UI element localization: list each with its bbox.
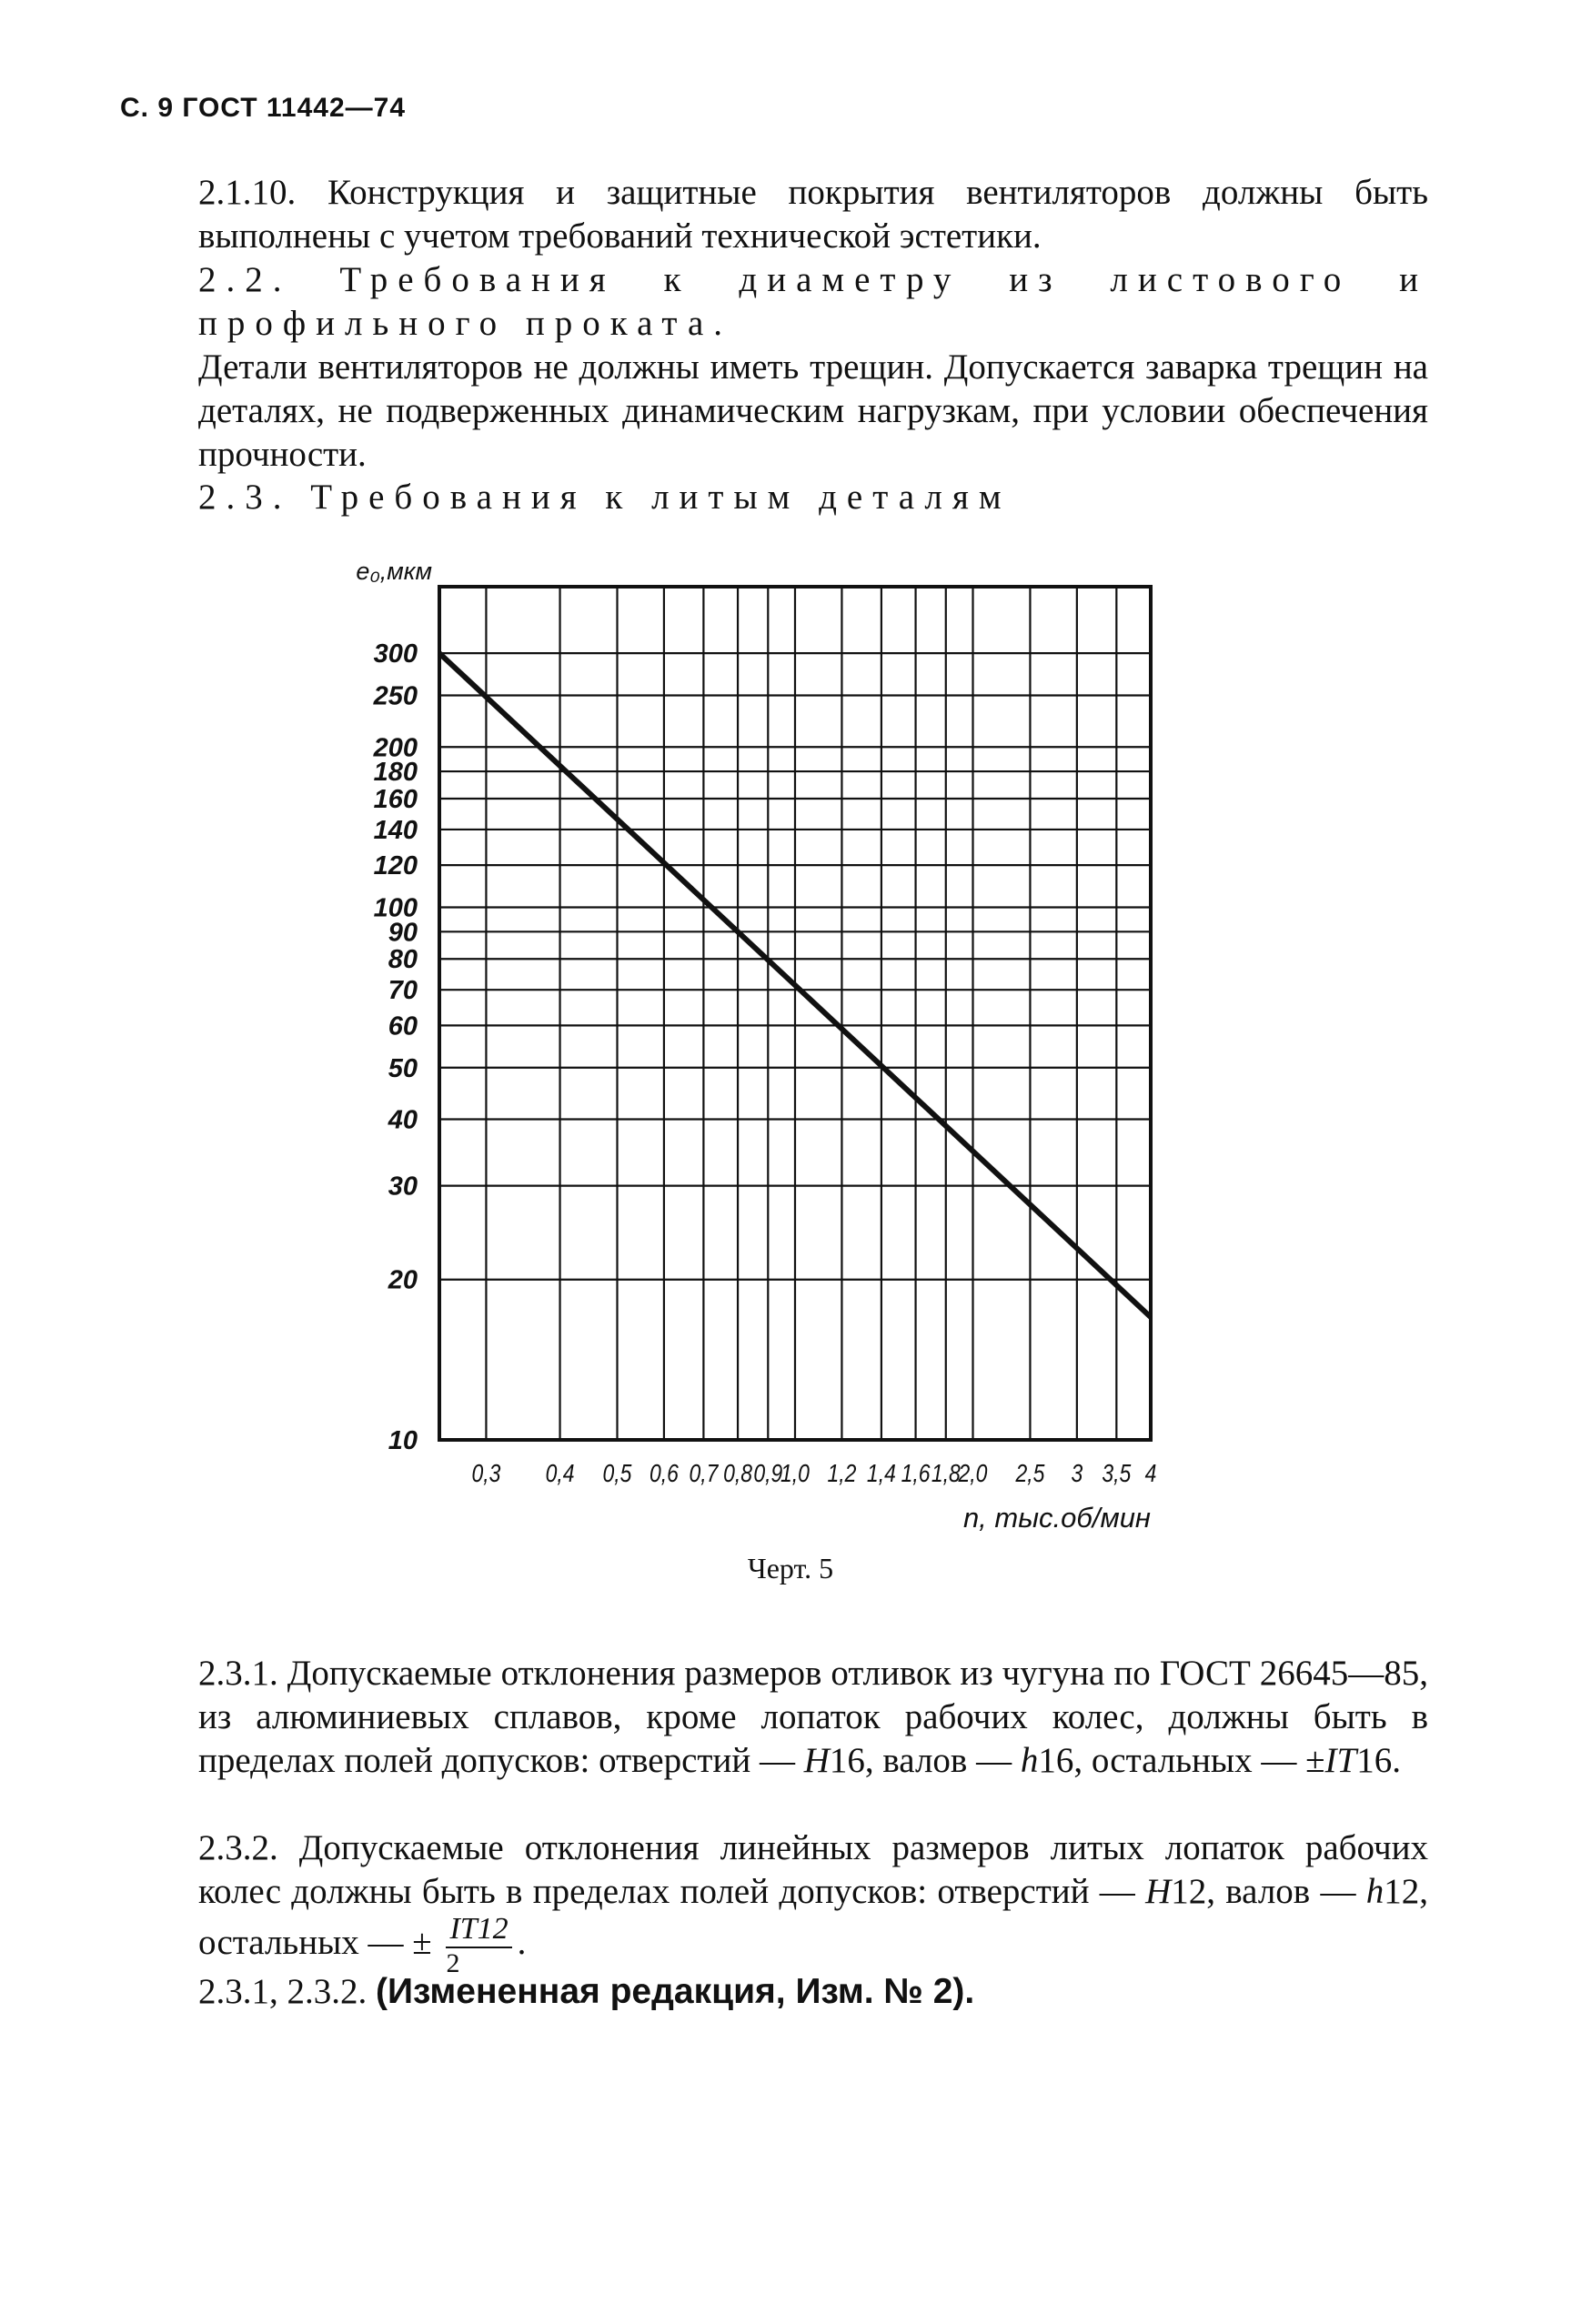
- y-tick-label: 200: [373, 733, 418, 763]
- y-tick-label: 30: [388, 1172, 418, 1202]
- p5-H: H: [803, 1741, 830, 1780]
- y-tick-label: 70: [388, 976, 418, 1006]
- x-tick-label: 3: [1071, 1459, 1083, 1488]
- p6-text-b: 12, валов —: [1171, 1872, 1366, 1911]
- x-axis-label: n, тыс.об/мин: [962, 1502, 1151, 1534]
- x-tick-label: 0,5: [602, 1459, 632, 1488]
- x-tick-label: 0,7: [689, 1459, 719, 1488]
- y-tick-label: 120: [373, 851, 418, 881]
- y-tick-label: 300: [373, 639, 418, 669]
- p5-text-c: 16, остальных — ±: [1038, 1741, 1325, 1780]
- y-tick-label: 20: [388, 1265, 418, 1295]
- heading-2-3: 2.3. Требования к литым деталям: [198, 478, 1012, 517]
- y-tick-label: 60: [388, 1011, 418, 1041]
- paragraph-2-3-1: [198, 1652, 1428, 1783]
- p6-text-a: 2.3.2. Допускаемые отклонения линейных размеров литых лопаток рабочих колес должны быть в пределах полей допусков: отверстий —: [198, 1828, 1428, 1911]
- y-tick-label: 180: [373, 758, 418, 788]
- x-tick-label: 0,8: [723, 1459, 753, 1488]
- y-tick-label: 40: [388, 1105, 418, 1135]
- x-tick-label: 0,6: [649, 1459, 679, 1488]
- p5-text-b: 16, валов —: [829, 1741, 1021, 1780]
- x-tick-label: 0,3: [471, 1459, 501, 1488]
- x-tick-label: 1,4: [866, 1459, 896, 1488]
- y-tick-label: 250: [373, 681, 418, 711]
- y-tick-label: 160: [373, 784, 418, 814]
- fraction-numerator: IT12: [446, 1914, 511, 1948]
- x-tick-label: 1,0: [780, 1459, 810, 1488]
- amendment-note: (Измененная редакция, Изм. № 2).: [376, 1972, 975, 2011]
- p5-h: h: [1020, 1741, 1039, 1780]
- p5-text-a: 2.3.1. Допускаемые отклонения размеров отливок из чугуна по ГОСТ 26645—85, из алюминиевых сплавов, кроме лопаток рабочих колес, должны быть в пределах полей допусков: отверстий —: [198, 1654, 1428, 1780]
- p5-text-d: 16.: [1356, 1741, 1401, 1780]
- paragraph-amendment: [198, 1970, 1428, 2014]
- amendment-ref: 2.3.1, 2.3.2.: [198, 1972, 376, 2011]
- p6-h: h: [1365, 1872, 1385, 1911]
- y-tick-label: 10: [388, 1426, 418, 1455]
- paragraph-cracks: Детали вентиляторов не должны иметь трещин. Допускается заварка трещин на деталях, не подверженных динамическим нагрузкам, при условии обеспечения прочности.: [198, 347, 1428, 474]
- x-tick-label: 3,5: [1102, 1459, 1132, 1488]
- x-tick-label: 0,4: [545, 1459, 575, 1488]
- x-tick-label: 2,0: [958, 1459, 988, 1488]
- x-tick-label: 1,2: [827, 1459, 857, 1488]
- p6-H: H: [1145, 1872, 1172, 1911]
- y-tick-label: 80: [388, 945, 418, 975]
- x-tick-label: 4: [1144, 1459, 1157, 1488]
- paragraph-2-3-2: [198, 1826, 1428, 1977]
- x-tick-label: 0,9: [753, 1459, 783, 1488]
- p5-IT: IT: [1324, 1741, 1357, 1780]
- paragraph-2-1-10: 2.1.10. Конструкция и защитные покрытия вентиляторов должны быть выполнены с учетом требований технической эстетики.: [198, 173, 1428, 256]
- heading-2-2: 2.2. Требования к диаметру из листового и профильного проката.: [198, 260, 1428, 343]
- y-tick-label: 100: [373, 893, 418, 923]
- fraction-it12-over-2: [446, 1914, 511, 1977]
- y-tick-label: 140: [373, 815, 418, 845]
- x-tick-label: 1,6: [901, 1459, 931, 1488]
- p6-text-end: .: [517, 1922, 527, 1962]
- x-tick-label: 1,8: [931, 1459, 961, 1488]
- page-header: С. 9 ГОСТ 11442—74: [120, 93, 407, 123]
- y-axis-label: e₀,мкм: [356, 558, 432, 585]
- figure-caption: Черт. 5: [747, 1552, 834, 1585]
- fraction-denominator: 2: [446, 1948, 460, 1978]
- y-tick-label: 90: [388, 918, 418, 948]
- p6-text-c: 12, остальных — ±: [198, 1872, 1428, 1962]
- x-tick-label: 2,5: [1015, 1459, 1045, 1488]
- y-tick-label: 50: [388, 1053, 418, 1083]
